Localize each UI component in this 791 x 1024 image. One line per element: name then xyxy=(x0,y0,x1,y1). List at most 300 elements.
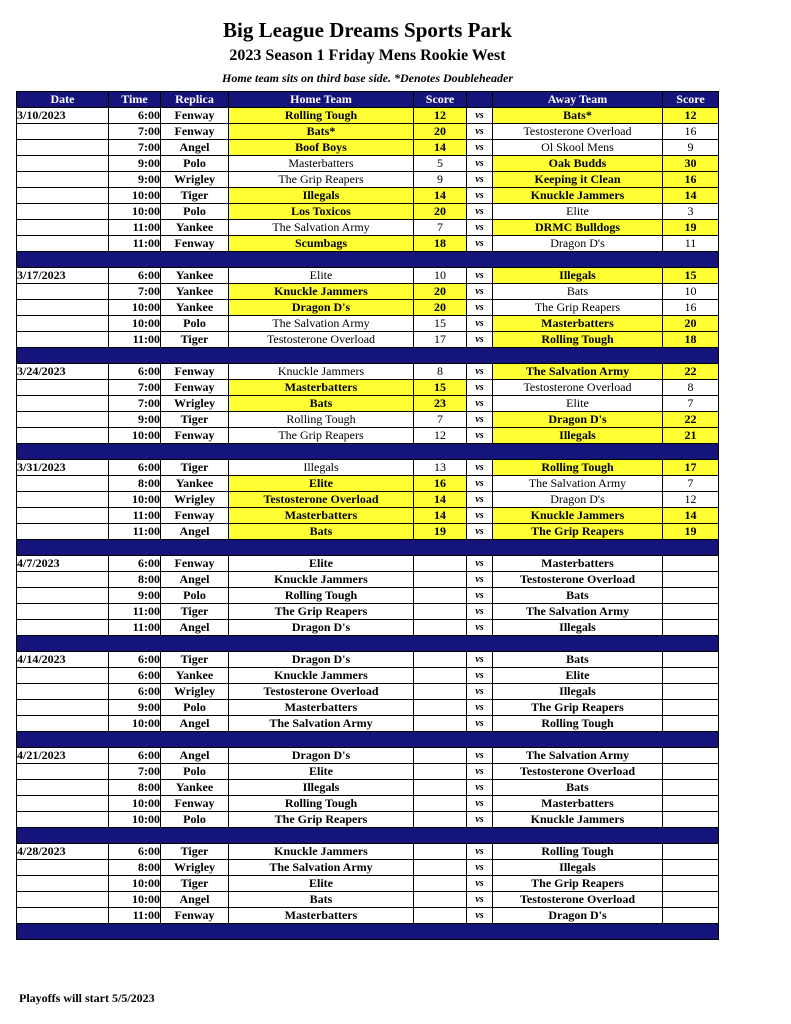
away-team: Illegals xyxy=(493,428,663,444)
field-replica: Yankee xyxy=(161,284,229,300)
field-replica: Tiger xyxy=(161,844,229,860)
game-date xyxy=(17,876,109,892)
week-separator-bar xyxy=(17,540,719,556)
vs-label: vs xyxy=(467,412,493,428)
away-team: Bats xyxy=(493,652,663,668)
field-replica: Wrigley xyxy=(161,684,229,700)
game-time: 11:00 xyxy=(109,620,161,636)
game-date xyxy=(17,892,109,908)
field-replica: Fenway xyxy=(161,908,229,924)
game-date xyxy=(17,172,109,188)
vs-label: vs xyxy=(467,476,493,492)
game-time: 10:00 xyxy=(109,428,161,444)
game-row xyxy=(17,700,719,716)
away-team: Masterbatters xyxy=(493,796,663,812)
week-separator xyxy=(17,828,719,844)
game-row xyxy=(17,220,719,236)
home-team: Illegals xyxy=(229,780,414,796)
home-score xyxy=(414,892,467,908)
game-date xyxy=(17,300,109,316)
vs-label: vs xyxy=(467,572,493,588)
vs-label: vs xyxy=(467,492,493,508)
field-replica: Angel xyxy=(161,748,229,764)
away-team: Dragon D's xyxy=(493,236,663,252)
game-date xyxy=(17,812,109,828)
home-score: 14 xyxy=(414,140,467,156)
away-score: 7 xyxy=(663,476,719,492)
week-separator-bar xyxy=(17,348,719,364)
game-time: 6:00 xyxy=(109,668,161,684)
field-replica: Wrigley xyxy=(161,396,229,412)
game-row xyxy=(17,844,719,860)
away-score xyxy=(663,588,719,604)
vs-label: vs xyxy=(467,892,493,908)
header-row xyxy=(17,92,719,108)
away-team: Masterbatters xyxy=(493,316,663,332)
away-team: Knuckle Jammers xyxy=(493,812,663,828)
game-date xyxy=(17,780,109,796)
vs-label: vs xyxy=(467,716,493,732)
week-separator-bar xyxy=(17,636,719,652)
game-row xyxy=(17,892,719,908)
home-score: 14 xyxy=(414,508,467,524)
home-score xyxy=(414,668,467,684)
home-team: Masterbatters xyxy=(229,700,414,716)
away-score: 8 xyxy=(663,380,719,396)
away-score: 17 xyxy=(663,460,719,476)
game-row xyxy=(17,236,719,252)
game-time: 8:00 xyxy=(109,860,161,876)
game-date xyxy=(17,236,109,252)
away-score: 19 xyxy=(663,524,719,540)
field-replica: Tiger xyxy=(161,876,229,892)
game-row xyxy=(17,476,719,492)
header-home-score: Score xyxy=(414,92,467,108)
home-team: Dragon D's xyxy=(229,620,414,636)
vs-label: vs xyxy=(467,796,493,812)
vs-label: vs xyxy=(467,668,493,684)
week-separator xyxy=(17,732,719,748)
game-time: 9:00 xyxy=(109,172,161,188)
game-time: 10:00 xyxy=(109,492,161,508)
game-date: 4/21/2023 xyxy=(17,748,109,764)
away-team: Testosterone Overload xyxy=(493,380,663,396)
game-date xyxy=(17,156,109,172)
vs-label: vs xyxy=(467,844,493,860)
page-subtitle: 2023 Season 1 Friday Mens Rookie West xyxy=(229,47,506,64)
game-row xyxy=(17,188,719,204)
away-team: Testosterone Overload xyxy=(493,892,663,908)
game-row xyxy=(17,876,719,892)
home-score xyxy=(414,700,467,716)
field-replica: Polo xyxy=(161,156,229,172)
away-team: Testosterone Overload xyxy=(493,124,663,140)
game-row xyxy=(17,508,719,524)
home-team: Elite xyxy=(229,876,414,892)
away-team: Elite xyxy=(493,668,663,684)
game-row xyxy=(17,396,719,412)
away-team: Elite xyxy=(493,396,663,412)
away-score: 30 xyxy=(663,156,719,172)
vs-label: vs xyxy=(467,524,493,540)
vs-label: vs xyxy=(467,108,493,124)
game-row xyxy=(17,316,719,332)
game-date xyxy=(17,204,109,220)
field-replica: Fenway xyxy=(161,796,229,812)
vs-label: vs xyxy=(467,284,493,300)
game-date xyxy=(17,380,109,396)
home-team: Bats xyxy=(229,892,414,908)
home-team: Elite xyxy=(229,476,414,492)
vs-label: vs xyxy=(467,236,493,252)
game-time: 11:00 xyxy=(109,508,161,524)
game-time: 11:00 xyxy=(109,604,161,620)
game-row xyxy=(17,524,719,540)
game-time: 11:00 xyxy=(109,524,161,540)
vs-label: vs xyxy=(467,380,493,396)
home-score: 16 xyxy=(414,476,467,492)
away-score xyxy=(663,748,719,764)
game-date xyxy=(17,668,109,684)
game-row xyxy=(17,460,719,476)
home-score: 8 xyxy=(414,364,467,380)
vs-label: vs xyxy=(467,908,493,924)
away-team: Bats xyxy=(493,588,663,604)
home-team: Testosterone Overload xyxy=(229,492,414,508)
game-time: 6:00 xyxy=(109,460,161,476)
game-date xyxy=(17,572,109,588)
away-team: The Grip Reapers xyxy=(493,876,663,892)
home-score xyxy=(414,860,467,876)
home-team: Rolling Tough xyxy=(229,108,414,124)
game-date xyxy=(17,124,109,140)
game-row xyxy=(17,300,719,316)
home-score xyxy=(414,556,467,572)
vs-label: vs xyxy=(467,652,493,668)
away-score: 22 xyxy=(663,364,719,380)
away-team: Elite xyxy=(493,204,663,220)
game-time: 6:00 xyxy=(109,652,161,668)
field-replica: Wrigley xyxy=(161,172,229,188)
away-score: 14 xyxy=(663,188,719,204)
vs-label: vs xyxy=(467,140,493,156)
home-score xyxy=(414,652,467,668)
home-score: 14 xyxy=(414,188,467,204)
header-home-team: Home Team xyxy=(229,92,414,108)
field-replica: Angel xyxy=(161,892,229,908)
game-row xyxy=(17,284,719,300)
away-team: Knuckle Jammers xyxy=(493,508,663,524)
home-score xyxy=(414,764,467,780)
home-score: 20 xyxy=(414,300,467,316)
away-score xyxy=(663,860,719,876)
home-team: Elite xyxy=(229,556,414,572)
game-row xyxy=(17,108,719,124)
field-replica: Fenway xyxy=(161,428,229,444)
vs-label: vs xyxy=(467,172,493,188)
home-score: 17 xyxy=(414,332,467,348)
home-score: 14 xyxy=(414,492,467,508)
game-date xyxy=(17,316,109,332)
game-row xyxy=(17,268,719,284)
away-team: Dragon D's xyxy=(493,412,663,428)
away-score: 21 xyxy=(663,428,719,444)
game-row xyxy=(17,780,719,796)
home-team: Bats xyxy=(229,396,414,412)
field-replica: Tiger xyxy=(161,412,229,428)
field-replica: Angel xyxy=(161,524,229,540)
home-team: The Salvation Army xyxy=(229,220,414,236)
game-time: 10:00 xyxy=(109,316,161,332)
game-time: 9:00 xyxy=(109,156,161,172)
home-score: 18 xyxy=(414,236,467,252)
game-time: 6:00 xyxy=(109,268,161,284)
home-team: Knuckle Jammers xyxy=(229,364,414,380)
game-row xyxy=(17,748,719,764)
home-score xyxy=(414,844,467,860)
home-score: 19 xyxy=(414,524,467,540)
field-replica: Polo xyxy=(161,700,229,716)
home-score: 13 xyxy=(414,460,467,476)
game-time: 11:00 xyxy=(109,332,161,348)
away-team: Illegals xyxy=(493,684,663,700)
game-row xyxy=(17,140,719,156)
game-date xyxy=(17,620,109,636)
week-separator-bar xyxy=(17,444,719,460)
vs-label: vs xyxy=(467,556,493,572)
game-date xyxy=(17,860,109,876)
vs-label: vs xyxy=(467,508,493,524)
away-team: Knuckle Jammers xyxy=(493,188,663,204)
game-row xyxy=(17,908,719,924)
home-team: Rolling Tough xyxy=(229,588,414,604)
game-row xyxy=(17,364,719,380)
game-row xyxy=(17,556,719,572)
game-row xyxy=(17,380,719,396)
field-replica: Polo xyxy=(161,588,229,604)
home-team: Knuckle Jammers xyxy=(229,844,414,860)
home-team: Dragon D's xyxy=(229,748,414,764)
game-time: 11:00 xyxy=(109,236,161,252)
home-team: The Grip Reapers xyxy=(229,604,414,620)
home-team: Masterbatters xyxy=(229,380,414,396)
field-replica: Fenway xyxy=(161,364,229,380)
away-team: Rolling Tough xyxy=(493,460,663,476)
vs-label: vs xyxy=(467,332,493,348)
game-time: 7:00 xyxy=(109,380,161,396)
game-time: 10:00 xyxy=(109,796,161,812)
vs-label: vs xyxy=(467,316,493,332)
game-row xyxy=(17,124,719,140)
field-replica: Tiger xyxy=(161,188,229,204)
away-score: 20 xyxy=(663,316,719,332)
home-team: Dragon D's xyxy=(229,300,414,316)
game-row xyxy=(17,796,719,812)
vs-label: vs xyxy=(467,684,493,700)
field-replica: Yankee xyxy=(161,220,229,236)
home-score: 20 xyxy=(414,204,467,220)
game-row xyxy=(17,412,719,428)
home-score xyxy=(414,748,467,764)
field-replica: Yankee xyxy=(161,300,229,316)
home-score: 23 xyxy=(414,396,467,412)
field-replica: Angel xyxy=(161,716,229,732)
field-replica: Angel xyxy=(161,140,229,156)
away-score: 11 xyxy=(663,236,719,252)
game-row xyxy=(17,860,719,876)
away-score xyxy=(663,844,719,860)
home-score xyxy=(414,684,467,700)
vs-label: vs xyxy=(467,396,493,412)
game-time: 10:00 xyxy=(109,892,161,908)
game-row xyxy=(17,620,719,636)
vs-label: vs xyxy=(467,860,493,876)
away-team: The Salvation Army xyxy=(493,476,663,492)
away-team: Illegals xyxy=(493,620,663,636)
away-team: Ol Skool Mens xyxy=(493,140,663,156)
game-date xyxy=(17,716,109,732)
week-separator xyxy=(17,636,719,652)
home-score: 20 xyxy=(414,284,467,300)
away-team: The Grip Reapers xyxy=(493,300,663,316)
header-date: Date xyxy=(17,92,109,108)
vs-label: vs xyxy=(467,364,493,380)
field-replica: Wrigley xyxy=(161,860,229,876)
home-score xyxy=(414,908,467,924)
home-team: Dragon D's xyxy=(229,652,414,668)
field-replica: Fenway xyxy=(161,108,229,124)
away-score: 3 xyxy=(663,204,719,220)
game-date xyxy=(17,908,109,924)
away-score xyxy=(663,812,719,828)
away-team: Testosterone Overload xyxy=(493,764,663,780)
schedule-body xyxy=(17,108,719,940)
home-score xyxy=(414,796,467,812)
header-away-team: Away Team xyxy=(493,92,663,108)
game-time: 6:00 xyxy=(109,364,161,380)
home-score xyxy=(414,876,467,892)
away-score: 18 xyxy=(663,332,719,348)
vs-label: vs xyxy=(467,812,493,828)
game-date xyxy=(17,588,109,604)
away-score xyxy=(663,572,719,588)
field-replica: Angel xyxy=(161,572,229,588)
home-team: Masterbatters xyxy=(229,156,414,172)
home-team: The Salvation Army xyxy=(229,716,414,732)
week-separator xyxy=(17,252,719,268)
away-team: Oak Budds xyxy=(493,156,663,172)
game-date: 3/17/2023 xyxy=(17,268,109,284)
game-date xyxy=(17,684,109,700)
vs-label: vs xyxy=(467,156,493,172)
home-team: Testosterone Overload xyxy=(229,684,414,700)
game-date: 4/28/2023 xyxy=(17,844,109,860)
game-row xyxy=(17,684,719,700)
away-score: 14 xyxy=(663,508,719,524)
game-time: 6:00 xyxy=(109,108,161,124)
week-separator xyxy=(17,924,719,940)
field-replica: Polo xyxy=(161,812,229,828)
home-team: The Salvation Army xyxy=(229,860,414,876)
away-team: Illegals xyxy=(493,268,663,284)
game-date: 3/24/2023 xyxy=(17,364,109,380)
away-score: 16 xyxy=(663,124,719,140)
vs-label: vs xyxy=(467,268,493,284)
game-row xyxy=(17,572,719,588)
game-date xyxy=(17,492,109,508)
game-time: 8:00 xyxy=(109,572,161,588)
home-team: Rolling Tough xyxy=(229,796,414,812)
page-title: Big League Dreams Sports Park xyxy=(223,18,512,42)
field-replica: Tiger xyxy=(161,604,229,620)
away-score xyxy=(663,876,719,892)
home-score: 12 xyxy=(414,428,467,444)
game-date xyxy=(17,140,109,156)
game-time: 10:00 xyxy=(109,188,161,204)
away-score: 10 xyxy=(663,284,719,300)
home-team: Masterbatters xyxy=(229,908,414,924)
vs-label: vs xyxy=(467,460,493,476)
vs-label: vs xyxy=(467,876,493,892)
field-replica: Wrigley xyxy=(161,492,229,508)
home-score xyxy=(414,604,467,620)
game-row xyxy=(17,716,719,732)
game-row xyxy=(17,588,719,604)
home-team: Elite xyxy=(229,268,414,284)
game-time: 7:00 xyxy=(109,764,161,780)
vs-label: vs xyxy=(467,220,493,236)
week-separator xyxy=(17,348,719,364)
week-separator xyxy=(17,444,719,460)
schedule-table xyxy=(16,91,719,940)
game-date xyxy=(17,796,109,812)
away-score xyxy=(663,892,719,908)
game-date xyxy=(17,428,109,444)
away-team: Rolling Tough xyxy=(493,332,663,348)
field-replica: Fenway xyxy=(161,236,229,252)
game-time: 7:00 xyxy=(109,284,161,300)
home-team: The Grip Reapers xyxy=(229,812,414,828)
game-time: 10:00 xyxy=(109,812,161,828)
away-score xyxy=(663,604,719,620)
home-score: 10 xyxy=(414,268,467,284)
away-score xyxy=(663,556,719,572)
home-score: 20 xyxy=(414,124,467,140)
away-score xyxy=(663,700,719,716)
away-score: 19 xyxy=(663,220,719,236)
home-score: 7 xyxy=(414,412,467,428)
game-time: 11:00 xyxy=(109,220,161,236)
vs-label: vs xyxy=(467,604,493,620)
away-score xyxy=(663,652,719,668)
away-score: 12 xyxy=(663,492,719,508)
home-score: 15 xyxy=(414,316,467,332)
away-team: Masterbatters xyxy=(493,556,663,572)
away-team: Dragon D's xyxy=(493,492,663,508)
home-team: Illegals xyxy=(229,460,414,476)
home-score xyxy=(414,572,467,588)
game-time: 10:00 xyxy=(109,716,161,732)
home-team: The Salvation Army xyxy=(229,316,414,332)
home-score xyxy=(414,620,467,636)
away-team: The Salvation Army xyxy=(493,364,663,380)
game-date: 4/14/2023 xyxy=(17,652,109,668)
week-separator-bar xyxy=(17,828,719,844)
field-replica: Fenway xyxy=(161,124,229,140)
away-team: The Salvation Army xyxy=(493,748,663,764)
home-score: 12 xyxy=(414,108,467,124)
game-row xyxy=(17,332,719,348)
